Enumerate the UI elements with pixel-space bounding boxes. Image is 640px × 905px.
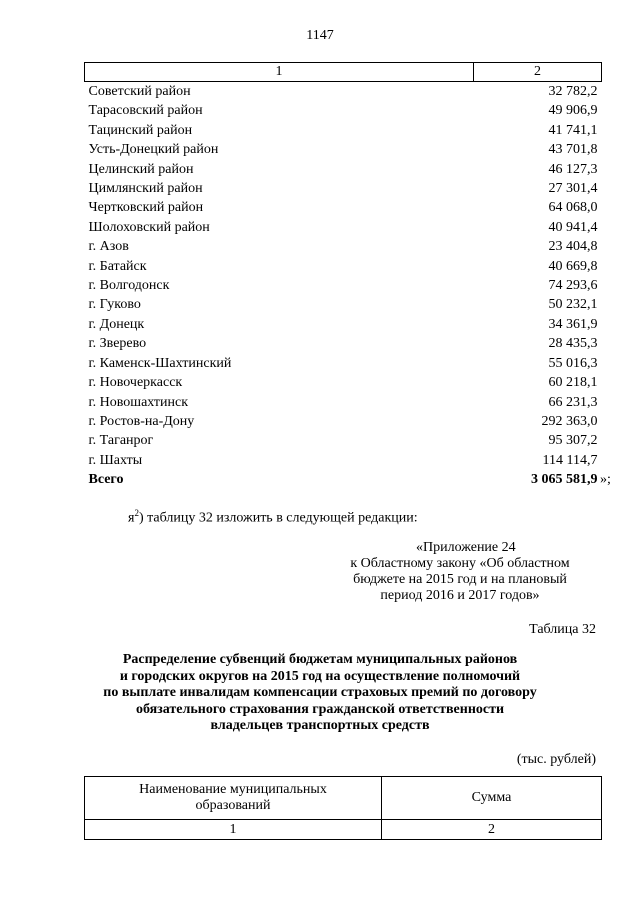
column-header-amount: Сумма — [382, 777, 602, 820]
subvention-amount: 95 307,2 — [548, 433, 598, 449]
total-label: Всего — [88, 472, 124, 488]
column-header-municipality — [85, 777, 382, 820]
municipality-name: Советский район — [88, 84, 191, 99]
municipality-name: г. Азов — [88, 239, 129, 255]
municipality-name: г. Таганрог — [88, 433, 154, 449]
table-row — [85, 121, 602, 140]
subvention-amount: 46 127,3 — [548, 161, 598, 177]
header-text-line: Наименование муниципальных — [139, 782, 327, 797]
subvention-amount: 28 435,3 — [548, 336, 598, 352]
table-row — [85, 276, 602, 295]
municipality-name: Шолоховский район — [88, 219, 210, 235]
total-value: 3 065 581,9 — [531, 472, 598, 488]
subvention-amount: 40 941,4 — [548, 219, 598, 235]
table-row — [85, 431, 602, 450]
table-row — [85, 82, 602, 102]
table-row — [85, 315, 602, 334]
municipality-name: Усть-Донецкий район — [88, 142, 219, 158]
subvention-amount: 27 301,4 — [548, 181, 598, 197]
subvention-amount: 43 701,8 — [548, 142, 598, 158]
municipality-name: Тарасовский район — [88, 103, 203, 119]
subvention-amount: 66 231,3 — [548, 394, 598, 410]
column-number-1: 1 — [85, 820, 382, 840]
title-line: владельцев транспортных средств — [210, 718, 430, 733]
title-line: по выплате инвалидам компенсации страховых премий по договору — [103, 685, 537, 700]
table-row — [85, 295, 602, 314]
municipality-name: г. Волгодонск — [88, 278, 170, 294]
table-header-row — [85, 777, 602, 820]
amendment-letter: я — [128, 510, 135, 526]
municipality-name: г. Донецк — [88, 316, 145, 332]
subvention-amount: 40 669,8 — [548, 258, 598, 274]
units-label: (тыс. рублей) — [516, 752, 596, 767]
subvention-amount: 114 114,7 — [542, 452, 598, 468]
municipality-name: Цимлянский район — [88, 181, 203, 197]
amendment-text: ) таблицу 32 изложить в следующей редакции: — [138, 510, 418, 526]
table-row — [85, 373, 602, 392]
table-row — [85, 101, 602, 120]
municipality-name: г. Батайск — [88, 258, 147, 274]
column-number-1: 1 — [85, 63, 474, 82]
column-number-2: 2 — [474, 63, 602, 82]
amendment-paragraph — [128, 508, 418, 527]
amendment-superscript: 2 — [134, 508, 139, 518]
table-closing-quote: »; — [600, 472, 611, 487]
table-row — [85, 179, 602, 198]
municipality-name: Тацинский район — [88, 122, 193, 138]
table-row — [85, 160, 602, 179]
column-number-2: 2 — [382, 820, 602, 840]
table-header-row — [85, 63, 602, 82]
appendix-line: к Областному закону «Об областном — [350, 556, 570, 571]
municipality-name: г. Новошахтинск — [88, 394, 189, 410]
subvention-amount: 34 361,9 — [548, 316, 598, 332]
table-row — [85, 218, 602, 237]
municipality-name: Целинский район — [88, 161, 194, 177]
header-text-line: образований — [195, 798, 271, 813]
table-row — [85, 198, 602, 217]
appendix-line: бюджете на 2015 год и на плановый — [353, 572, 567, 587]
appendix-line: период 2016 и 2017 годов» — [380, 588, 540, 603]
municipality-name: г. Каменск-Шахтинский — [88, 355, 232, 371]
table-32-header — [84, 776, 602, 840]
table-number: Таблица 32 — [529, 622, 596, 637]
table-row — [85, 334, 602, 353]
table-row — [85, 412, 602, 431]
appendix-line: «Приложение 24 — [416, 540, 516, 555]
total-row — [85, 470, 602, 489]
municipality-name: г. Зверево — [88, 336, 147, 352]
page-number: 1147 — [306, 28, 334, 43]
column-number-row — [85, 820, 602, 840]
table-row — [85, 354, 602, 373]
municipality-name: г. Шахты — [88, 452, 143, 468]
subvention-amount: 49 906,9 — [548, 103, 598, 119]
municipality-name: г. Гуково — [88, 297, 141, 313]
municipality-name: г. Новочеркасск — [88, 375, 183, 391]
table-row — [85, 237, 602, 256]
table-row — [85, 393, 602, 412]
subvention-amount: 41 741,1 — [548, 122, 598, 138]
table-row — [85, 451, 602, 470]
subvention-amount: 60 218,1 — [548, 375, 598, 391]
municipality-name: Чертковский район — [88, 200, 204, 216]
subvention-amount: 292 363,0 — [541, 413, 598, 429]
title-line: обязательного страхования гражданской ответственности — [135, 701, 505, 717]
title-line: и городских округов на 2015 год на осуществление полномочий — [119, 668, 521, 684]
subvention-amount: 50 232,1 — [548, 297, 598, 313]
title-line: Распределение субвенций бюджетам муниципальных районов — [122, 652, 518, 667]
subventions-table-continued — [84, 62, 602, 490]
subvention-amount: 74 293,6 — [548, 278, 598, 294]
subvention-amount: 55 016,3 — [548, 355, 598, 371]
table-row — [85, 140, 602, 159]
municipality-name: г. Ростов-на-Дону — [88, 413, 195, 429]
document-title — [60, 652, 580, 735]
table-row — [85, 257, 602, 276]
subvention-amount: 23 404,8 — [548, 239, 598, 255]
subvention-amount: 32 782,2 — [548, 84, 598, 99]
subvention-amount: 64 068,0 — [548, 200, 598, 216]
appendix-reference — [330, 540, 590, 604]
